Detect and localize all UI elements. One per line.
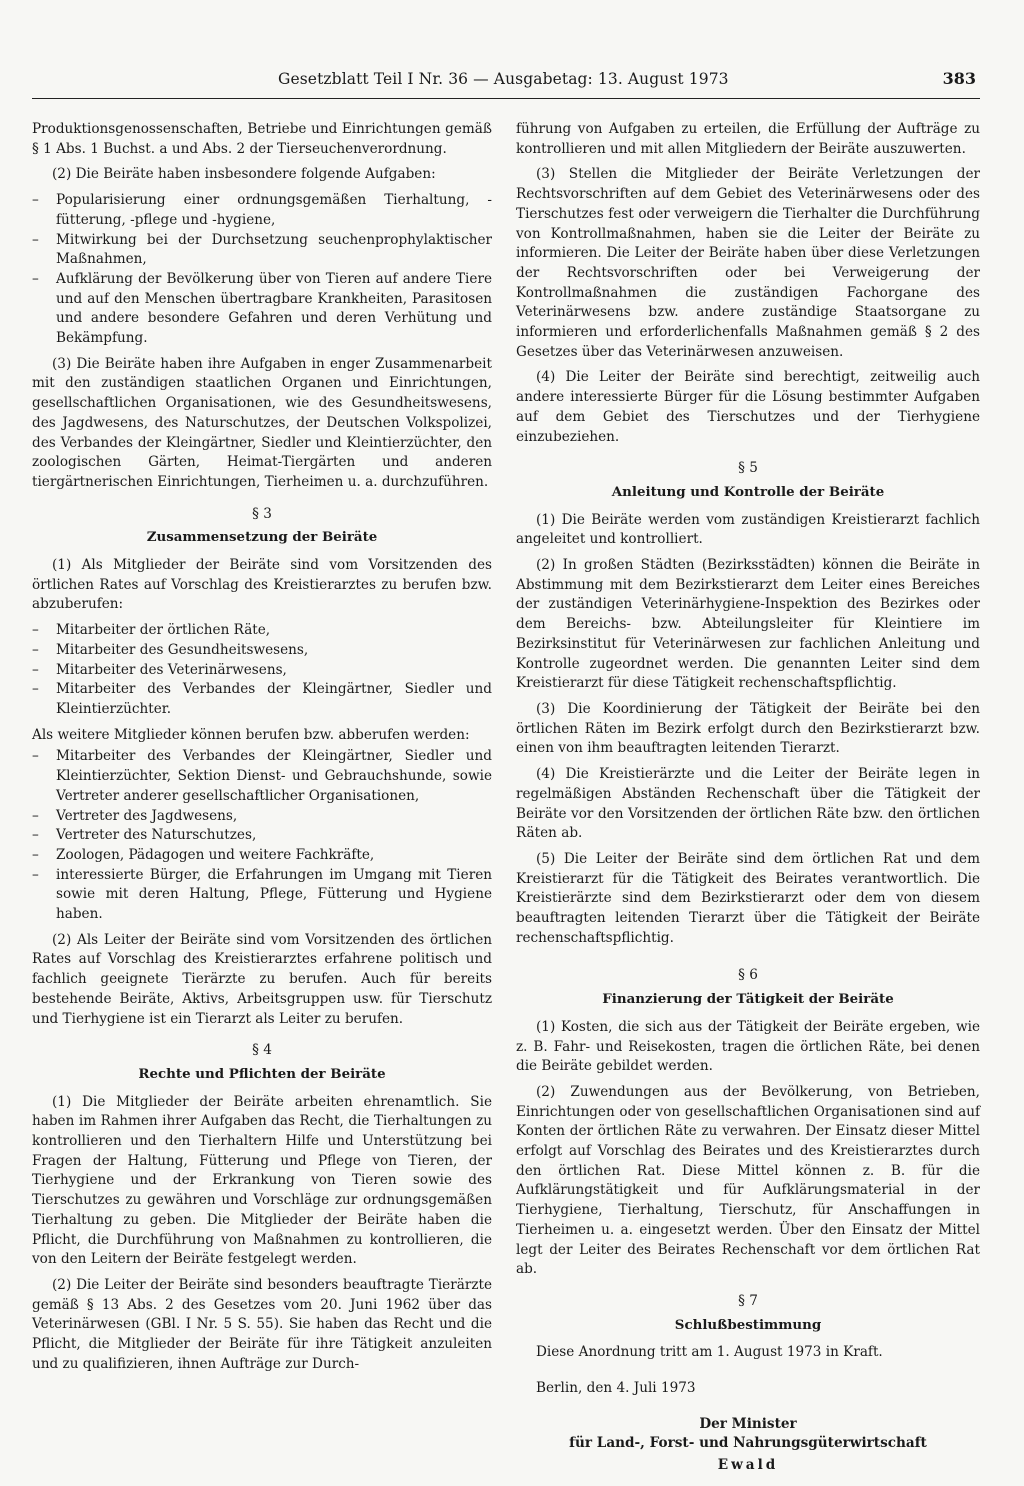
- signatory-title: Der Minister: [699, 1415, 797, 1432]
- left-column: [32, 120, 492, 1380]
- list-item: – Mitarbeiter des Verbandes der Kleingärtner, Siedler und Kleintierzüchter, Sektion Dienst- und Gebrauchshunde, sowie Vertreter anderer gesellschaftlicher Organisationen,: [32, 747, 492, 806]
- paragraph: (1) Als Mitglieder der Beiräte sind vom Vorsitzenden des örtlichen Rates auf Vorschlag des Kreistierarztes zu berufen bzw. abzuberufen:: [32, 557, 492, 613]
- task-list: [32, 191, 492, 349]
- right-column: [516, 120, 980, 1476]
- paragraph: (4) Die Leiter der Beiräte sind berechtigt, zeitweilig auch andere interessierte Bürger für die Lösung bestimmter Aufgaben auf dem Gebiet des Tierschutzes und der Tierhygiene einzubeziehen.: [516, 369, 980, 445]
- paragraph: (2) In großen Städten (Bezirksstädten) können die Beiräte in Abstimmung mit dem Bezirkstierarzt dem Leiter eines Bereiches der zuständigen Veterinärhygiene-Inspektion des Bezirkes oder dem Bereichs- bzw. Abteilungsleiter für Kleintiere im Bezirksinstitut für Veterinärwesen zur fachlichen Anleitung und Kontrolle zugeordnet werden. Die genannten Leiter sind dem Kreistierarzt für diese Tätigkeit rechenschaftspflichtig.: [516, 557, 980, 692]
- list-item: – Aufklärung der Bevölkerung über von Tieren auf andere Tiere und auf den Menschen übertragbare Krankheiten, Parasitosen und andere besondere Gefahren und deren Verhütung und Bekämpfung.: [32, 270, 492, 349]
- section-number: § 7: [738, 1292, 758, 1309]
- paragraph: (4) Die Kreistierärzte und die Leiter der Beiräte legen in regelmäßigen Abständen Rechenschaft über die Tätigkeit der Beiräte vor den Vorsitzenden der örtlichen Räte bzw. den örtlichen Räten ab.: [516, 766, 980, 842]
- list-item: – Mitarbeiter der örtlichen Räte,: [32, 621, 492, 641]
- section-title: Finanzierung der Tätigkeit der Beiräte: [602, 991, 894, 1008]
- list-item: – Mitarbeiter des Veterinärwesens,: [32, 661, 492, 681]
- section-number: § 3: [252, 505, 272, 522]
- paragraph: (5) Die Leiter der Beiräte sind dem örtlichen Rat und dem Kreistierarzt für die Tätigkeit des Beirates verantwortlich. Die Kreistierärzte sind dem Bezirkstierarzt oder dem von diesem beauftragten leitenden Tierarzt über die Tätigkeit der Beiräte rechenschaftspflichtig.: [516, 850, 980, 946]
- list-item: – Mitwirkung bei der Durchsetzung seuchenprophylaktischer Maßnahmen,: [32, 231, 492, 270]
- paragraph: Als weitere Mitglieder können berufen bzw. abberufen werden:: [32, 726, 470, 743]
- list-item: – Vertreter des Naturschutzes,: [32, 826, 492, 846]
- place-and-date: Berlin, den 4. Juli 1973: [536, 1380, 696, 1397]
- paragraph: Diese Anordnung tritt am 1. August 1973 in Kraft.: [536, 1344, 883, 1361]
- page-header: [32, 66, 980, 99]
- paragraph-continued: Produktionsgenossenschaften, Betriebe und Einrichtungen gemäß § 1 Abs. 1 Buchst. a und Abs. 2 der Tierseuchenverordnung.: [32, 121, 492, 157]
- section-title: Schlußbestimmung: [674, 1316, 822, 1333]
- list-item: – Mitarbeiter des Verbandes der Kleingärtner, Siedler und Kleintierzüchter.: [32, 680, 492, 719]
- signatory-name: Ewald: [717, 1457, 779, 1474]
- paragraph: (3) Stellen die Mitglieder der Beiräte Verletzungen der Rechtsvorschriften auf dem Gebiet des Veterinärwesens oder des Tierschutzes fest oder verweigern die Tierhalter die Durchführung von Kontrollmaßnahmen, haben sie die Leiter der Beiräte zu informieren. Die Leiter der Beiräte haben über diese Verletzungen der Rechtsvorschriften oder bei Verweigerung der Kontrollmaßnahmen die zuständigen Fachorgane des Veterinärwesens bzw. andere zuständige Staatsorgane zu informieren und erforderlichenfalls Maßnahmen gemäß § 2 des Gesetzes über das Veterinärwesen anzuweisen.: [516, 166, 980, 360]
- section-title: Anleitung und Kontrolle der Beiräte: [611, 483, 885, 500]
- additional-member-list: [32, 747, 492, 924]
- section-number: § 5: [738, 460, 758, 477]
- paragraph: (1) Die Beiräte werden vom zuständigen Kreistierarzt fachlich angeleitet und kontrolliert.: [516, 511, 980, 548]
- section-number: § 6: [738, 967, 758, 984]
- section-title: Rechte und Pflichten der Beiräte: [138, 1065, 386, 1082]
- signatory-ministry: für Land-, Forst- und Nahrungsgüterwirtschaft: [569, 1435, 927, 1452]
- paragraph: (2) Zuwendungen aus der Bevölkerung, von Betrieben, Einrichtungen oder von gesellschaftlichen Organisationen sind auf Konten der örtlichen Räte zu verwahren. Der Einsatz dieser Mittel erfolgt auf Vorschlag des Beirates und des Kreistierarztes durch den örtlichen Rat. Diese Mittel können z. B. für die Aufklärungstätigkeit und für Aufklärungsmaterial in der Tierhygiene, Tierhaltung, Tierschutz, für Anschaffungen in Tierheimen u. a. eingesetzt werden. Über den Einsatz der Mittel legt der Leiter des Beirates Rechenschaft vor dem örtlichen Rat ab.: [516, 1083, 980, 1278]
- paragraph-continued: führung von Aufgaben zu erteilen, die Erfüllung der Aufträge zu kontrollieren und mit allen Mitgliedern der Beiräte auszuwerten.: [516, 121, 980, 157]
- list-item: – Zoologen, Pädagogen und weitere Fachkräfte,: [32, 846, 492, 866]
- section-title: Zusammensetzung der Beiräte: [146, 529, 378, 546]
- list-item: – Vertreter des Jagdwesens,: [32, 807, 492, 827]
- member-list: [32, 621, 492, 720]
- section-number: § 4: [252, 1042, 272, 1059]
- page-number: 383: [942, 69, 976, 88]
- paragraph: (1) Kosten, die sich aus der Tätigkeit der Beiräte ergeben, wie z. B. Fahr- und Reisekosten, tragen die örtlichen Räte, bei denen die Beiräte gebildet werden.: [516, 1018, 980, 1075]
- paragraph: (2) Als Leiter der Beiräte sind vom Vorsitzenden des örtlichen Rates auf Vorschlag des Kreistierarztes erfahrene politisch und fachlich geeignete Tierärzte zu berufen. Auch für bereits bestehende Beiräte, Aktivs, Arbeitsgruppen usw. für Tierschutz und Tierhygiene ist ein Tierarzt als Leiter zu berufen.: [32, 931, 492, 1027]
- list-item: – interessierte Bürger, die Erfahrungen im Umgang mit Tieren sowie mit deren Haltung, Pflege, Fütterung und Hygiene haben.: [32, 866, 492, 925]
- paragraph: (2) Die Leiter der Beiräte sind besonders beauftragte Tierärzte gemäß § 13 Abs. 2 des Gesetzes vom 20. Juni 1962 über das Veterinärwesen (GBl. I Nr. 5 S. 55). Sie haben das Recht und die Pflicht, die Mitglieder der Beiräte für ihre Tätigkeit anzuleiten und zu qualifizieren, ihnen Aufträge zur Durch-: [32, 1276, 492, 1372]
- running-title: Gesetzblatt Teil I Nr. 36 — Ausgabetag: 13. August 1973: [278, 70, 729, 88]
- paragraph: (3) Die Koordinierung der Tätigkeit der Beiräte bei den örtlichen Räten im Bezirk erfolgt durch den Bezirkstierarzt bzw. einen von ihm beauftragten leitenden Tierarzt.: [516, 700, 980, 757]
- paragraph-3: (3) Die Beiräte haben ihre Aufgaben in enger Zusammenarbeit mit den zuständigen staatlichen Organen und Einrichtungen, gesellschaftlichen Organisationen, wie des Gesundheitswesens, des Jagdwesens, des Naturschutzes, der Deutschen Volkspolizei, des Verbandes der Kleingärtner, Siedler und Kleintierzüchter, den zoologischen Gärten, Heimat-Tiergärten und anderen tiergärtnerischen Einrichtungen, Tierheimen u. a. durchzuführen.: [32, 355, 492, 490]
- paragraph-2-intro: (2) Die Beiräte haben insbesondere folgende Aufgaben:: [52, 166, 436, 183]
- list-item: – Popularisierung einer ordnungsgemäßen Tierhaltung, -fütterung, -pflege und -hygiene,: [32, 191, 492, 230]
- list-item: – Mitarbeiter des Gesundheitswesens,: [32, 641, 492, 661]
- paragraph: (1) Die Mitglieder der Beiräte arbeiten ehrenamtlich. Sie haben im Rahmen ihrer Aufgaben das Recht, die Tierhaltungen zu kontrollieren und den Tierhaltern Hilfe und Unterstützung bei Fragen der Haltung, Fütterung und Pflege von Tieren, der Tierhygiene und der Erkrankung von Tieren sowie des Tierschutzes zu gewähren und Vorschläge zur ordnungsgemäßen Tierhaltung zu geben. Die Mitglieder der Beiräte haben die Pflicht, die Durchführung von Maßnahmen zu kontrollieren, die von den Leitern der Beiräte festgelegt werden.: [32, 1093, 492, 1268]
